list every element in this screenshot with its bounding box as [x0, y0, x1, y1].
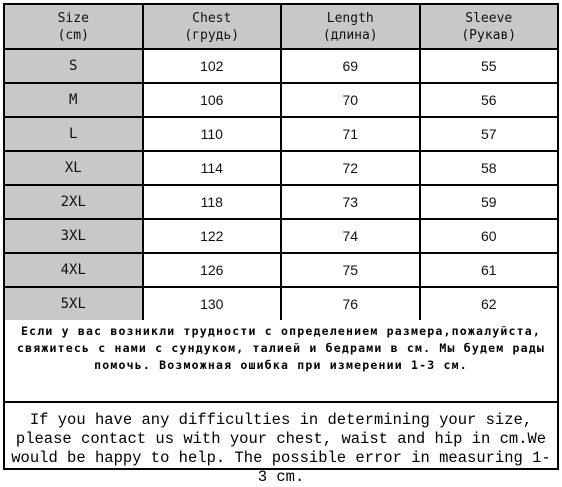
sleeve-cell: 59 — [420, 185, 559, 219]
header-chest-label: Chest — [192, 10, 232, 26]
size-cell: 2XL — [4, 185, 143, 219]
table-row — [4, 117, 558, 151]
chest-cell: 102 — [143, 49, 282, 83]
table-row — [4, 83, 558, 117]
length-cell: 73 — [281, 185, 420, 219]
size-cell: 3XL — [4, 219, 143, 253]
size-cell: S — [4, 49, 143, 83]
size-cell: 4XL — [4, 253, 143, 287]
chest-cell: 122 — [143, 219, 282, 253]
size-cell: 5XL — [4, 287, 143, 321]
length-cell: 75 — [281, 253, 420, 287]
chest-cell: 126 — [143, 253, 282, 287]
chest-cell: 118 — [143, 185, 282, 219]
header-chest-translation: (грудь) — [184, 27, 240, 43]
chest-cell: 110 — [143, 117, 282, 151]
table-row — [4, 253, 558, 287]
header-sleeve-label: Sleeve — [465, 10, 513, 26]
table-row — [4, 287, 558, 321]
sleeve-cell: 57 — [420, 117, 559, 151]
header-size — [4, 4, 143, 49]
length-cell: 70 — [281, 83, 420, 117]
length-cell: 76 — [281, 287, 420, 321]
english-note: If you have any difficulties in determining your size, please contact us with your chest, waist and hip in cm.We would be happy to help. The possible error in measuring 1-3 cm. — [3, 403, 559, 470]
length-cell: 69 — [281, 49, 420, 83]
chest-cell: 130 — [143, 287, 282, 321]
header-size-label: Size — [57, 10, 89, 26]
chest-cell: 114 — [143, 151, 282, 185]
header-length-translation: (длина) — [322, 27, 378, 43]
chest-cell: 106 — [143, 83, 282, 117]
header-chest — [143, 4, 282, 49]
header-length-label: Length — [326, 10, 374, 26]
table-row — [4, 185, 558, 219]
size-cell: M — [4, 83, 143, 117]
table-row — [4, 49, 558, 83]
length-cell: 72 — [281, 151, 420, 185]
size-cell: XL — [4, 151, 143, 185]
table-header-row — [4, 4, 558, 49]
length-cell: 74 — [281, 219, 420, 253]
table-row — [4, 219, 558, 253]
size-cell: L — [4, 117, 143, 151]
header-sleeve — [420, 4, 559, 49]
header-sleeve-translation: (Рукав) — [461, 27, 517, 43]
header-length — [281, 4, 420, 49]
sleeve-cell: 60 — [420, 219, 559, 253]
table-row — [4, 151, 558, 185]
sleeve-cell: 56 — [420, 83, 559, 117]
size-table — [3, 3, 559, 322]
length-cell: 71 — [281, 117, 420, 151]
header-size-unit: (cm) — [57, 27, 89, 43]
sleeve-cell: 55 — [420, 49, 559, 83]
russian-note: Если у вас возникли трудности с определением размера,пожалуйста, свяжитесь с нами с сундуком, талией и бедрами в см. Мы будем рады помочь. Возможная ошибка при измерении 1-3 см. — [3, 320, 559, 403]
sleeve-cell: 62 — [420, 287, 559, 321]
sleeve-cell: 58 — [420, 151, 559, 185]
sleeve-cell: 61 — [420, 253, 559, 287]
